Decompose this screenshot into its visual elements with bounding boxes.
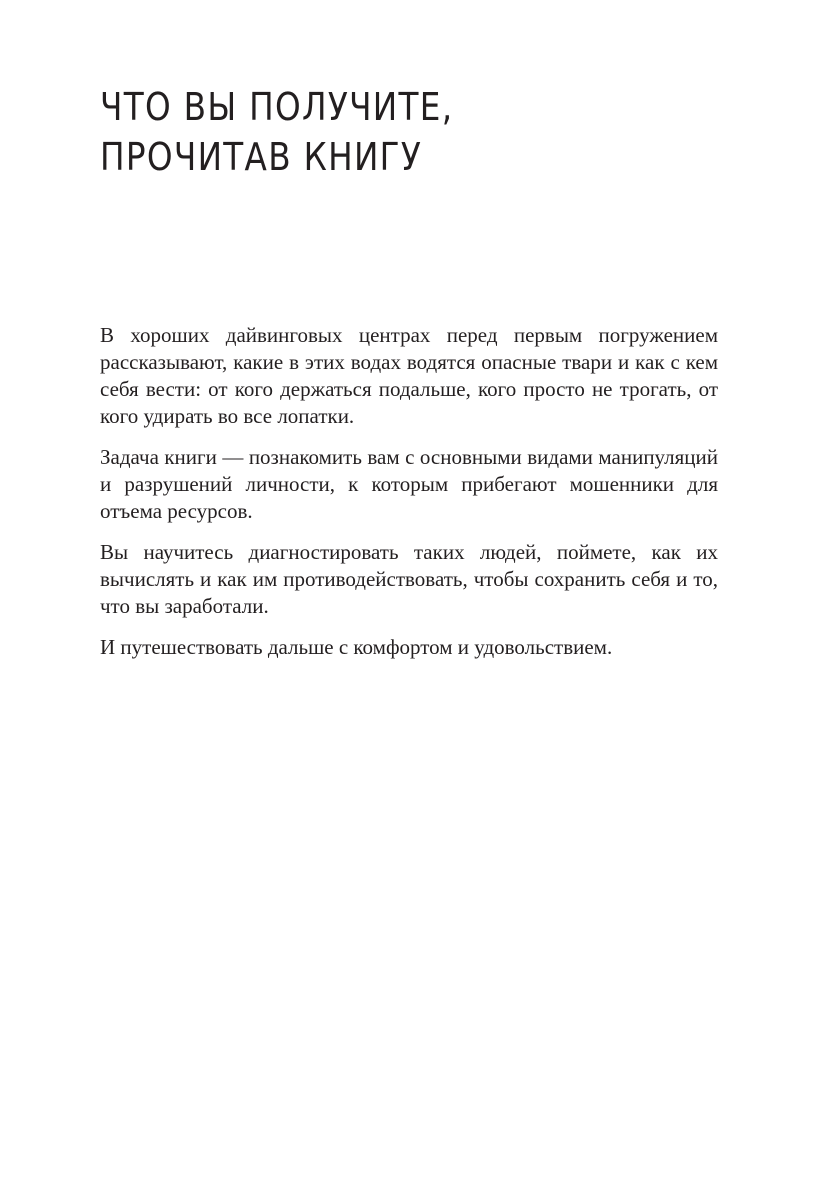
chapter-title-line-2: ПРОЧИТАВ КНИГУ <box>100 135 423 179</box>
paragraph-you-will-learn: Вы научитесь диагностировать таких людей, поймете, как их вычислять и как им противодействовать, чтобы сохранить себя и то, что вы заработали. <box>100 540 718 618</box>
body-text <box>100 322 718 675</box>
chapter-title-line-1: ЧТО ВЫ ПОЛУЧИТЕ, <box>100 85 454 129</box>
paragraph-book-goal: Задача книги — познакомить вам с основными видами манипуляций и разрушений личности, к которым прибегают мошенники для отъема ресурсов. <box>100 445 718 523</box>
paragraph-travel-on: И путешествовать дальше с комфортом и удовольствием. <box>100 635 613 659</box>
chapter-title <box>100 82 740 182</box>
paragraph-diving-centers: В хороших дайвинговых центрах перед первым погружением рассказывают, какие в этих водах водятся опасные твари и как с кем себя вести: от кого держаться подальше, кого просто не трогать, от кого удирать во все лопатки. <box>100 323 718 428</box>
